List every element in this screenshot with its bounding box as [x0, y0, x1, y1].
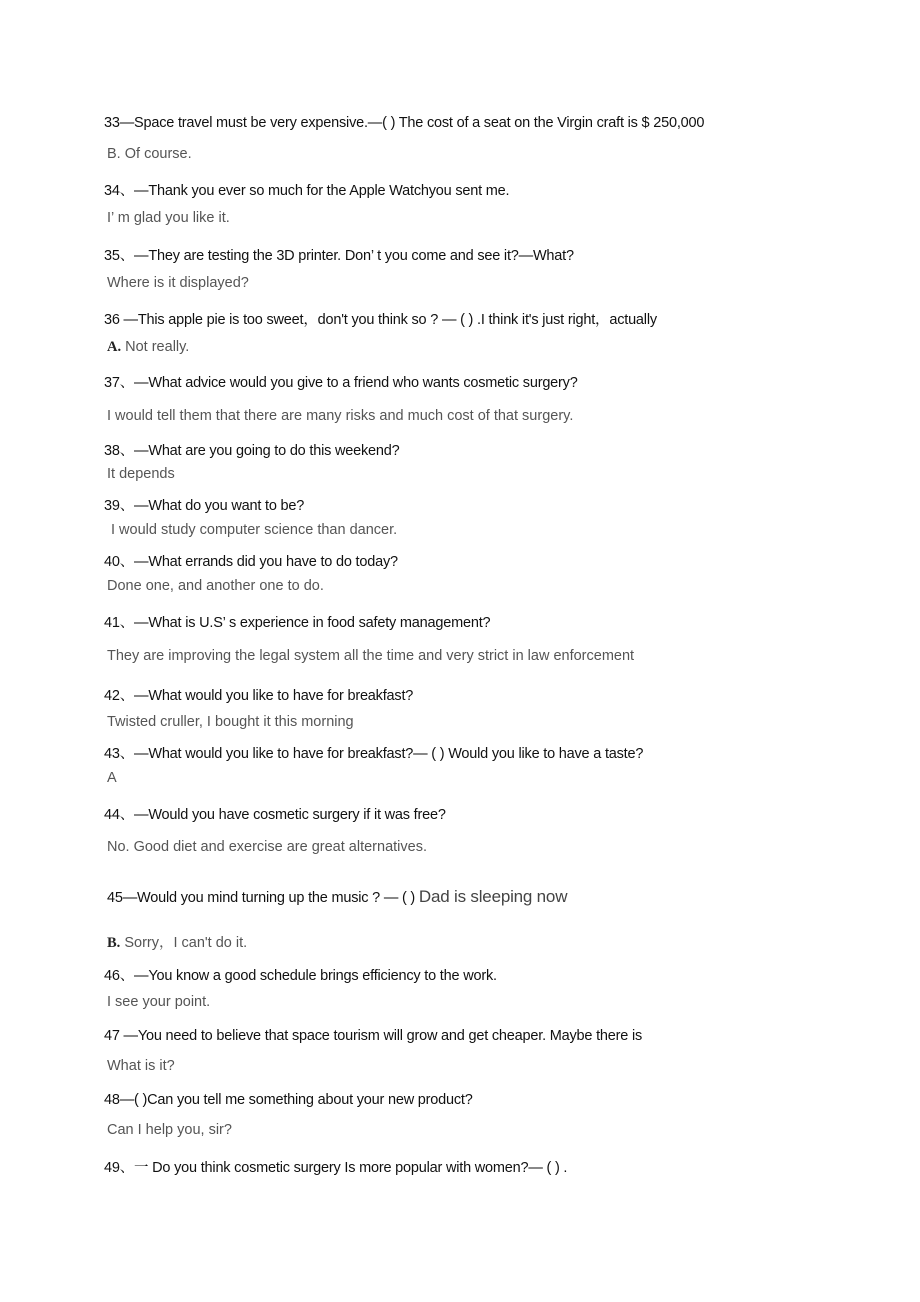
answer-35: Where is it displayed?	[107, 275, 249, 291]
question-45-text: 45—Would you mind turning up the music ? — ( )	[107, 890, 416, 906]
question-37: 37、—What advice would you give to a friend who wants cosmetic surgery?	[104, 375, 578, 391]
question-49: 49、一 Do you think cosmetic surgery Is more popular with women?— ( ) .	[104, 1160, 568, 1176]
question-45-tail: Dad is sleeping now	[418, 887, 568, 906]
question-46: 46、—You know a good schedule brings efficiency to the work.	[104, 968, 497, 984]
question-43: 43、—What would you like to have for breakfast?— ( ) Would you like to have a taste?	[104, 746, 644, 762]
question-34: 34、—Thank you ever so much for the Apple Watchyou sent me.	[104, 183, 510, 199]
answer-45-label: B.	[107, 935, 121, 951]
question-40: 40、—What errands did you have to do today?	[104, 554, 398, 570]
answer-41: They are improving the legal system all the time and very strict in law enforcement	[107, 648, 635, 664]
question-33: 33—Space travel must be very expensive.—( ) The cost of a seat on the Virgin craft is $ 250,000	[104, 115, 705, 131]
answer-40: Done one, and another one to do.	[107, 578, 324, 594]
answer-39: I would study computer science than dancer.	[111, 522, 398, 538]
answer-46: I see your point.	[107, 994, 211, 1010]
question-41: 41、—What is U.S’ s experience in food safety management?	[104, 615, 491, 631]
answer-36-text: Not really.	[125, 339, 190, 355]
answer-45-text: Sorry，I can't do it.	[124, 935, 248, 951]
answer-34: I’ m glad you like it.	[107, 210, 230, 226]
answer-33: B. Of course.	[107, 146, 192, 162]
answer-36	[107, 339, 189, 356]
answer-37: I would tell them that there are many risks and much cost of that surgery.	[107, 408, 574, 424]
answer-44: No. Good diet and exercise are great alternatives.	[107, 839, 427, 855]
answer-42: Twisted cruller, I bought it this morning	[107, 714, 354, 730]
answer-47: What is it?	[107, 1058, 175, 1074]
answer-36-label: A.	[107, 339, 122, 355]
answer-48: Can I help you, sir?	[107, 1122, 232, 1138]
question-35: 35、—They are testing the 3D printer. Don’ t you come and see it?—What?	[104, 248, 574, 264]
question-47: 47 —You need to believe that space tourism will grow and get cheaper. Maybe there is	[104, 1028, 643, 1044]
question-38: 38、—What are you going to do this weekend?	[104, 443, 400, 459]
answer-38: It depends	[107, 466, 175, 482]
question-39: 39、—What do you want to be?	[104, 498, 305, 514]
question-48: 48—( )Can you tell me something about your new product?	[104, 1092, 473, 1108]
answer-45	[107, 931, 247, 952]
question-45	[107, 887, 567, 907]
answer-43: A	[107, 770, 117, 786]
question-42: 42、—What would you like to have for breakfast?	[104, 688, 414, 704]
question-44: 44、—Would you have cosmetic surgery if it was free?	[104, 807, 446, 823]
question-36: 36 —This apple pie is too sweet，don't you think so ? — ( ) .I think it's just right，actually	[104, 312, 657, 328]
